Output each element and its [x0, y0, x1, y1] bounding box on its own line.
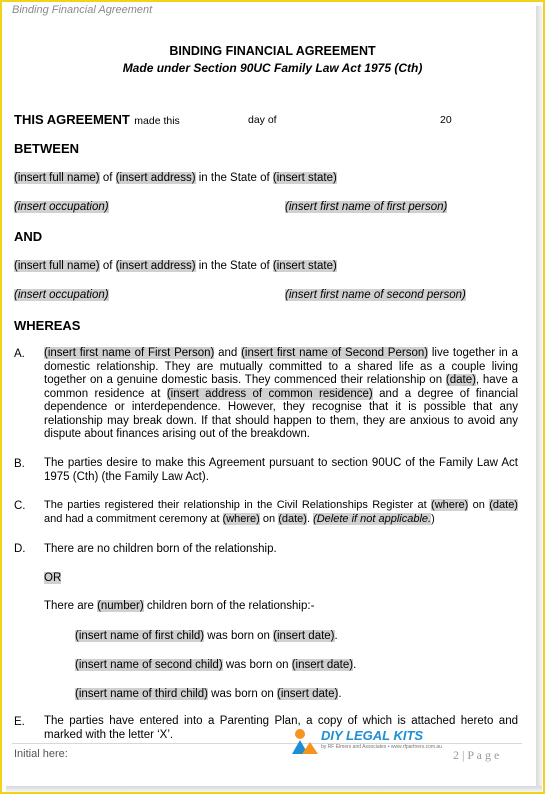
recital-a-text-3: , have a common residence at — [44, 374, 518, 400]
party1-details-line — [14, 172, 337, 184]
recital-d-text-1: There are — [44, 600, 98, 612]
party2-first-name-placeholder: (insert first name of second person) — [285, 289, 466, 301]
recital-c-text-1: The parties registered their relationship in the Civil Relationships Register at — [44, 499, 432, 511]
party1-state-placeholder: (insert state) — [272, 172, 337, 184]
agreement-heading: THIS AGREEMENT — [14, 112, 130, 127]
document-subtitle: Made under Section 90UC Family Law Act 1975 (Cth) — [122, 61, 423, 75]
recital-d-text-2: children born of the relationship:- — [143, 600, 315, 612]
party1-occupation-placeholder: (insert occupation) — [14, 201, 109, 213]
recital-c-letter: C. — [14, 500, 26, 512]
party1-address-placeholder: (insert address) — [115, 172, 196, 184]
recital-a-text-2: live together in a domestic relationship. They are mutually committed to a shared life as a couple living together on a genuine domestic basis. They commenced their relationship on — [44, 347, 518, 386]
page-label: | P a g e — [462, 748, 500, 762]
recital-c-where-placeholder-2: (where) — [222, 512, 260, 525]
recital-a-text-1: and — [214, 347, 242, 359]
child-2-name-placeholder: (insert name of second child) — [75, 659, 223, 671]
recital-c-text-4: on — [259, 512, 279, 525]
party2-address-placeholder: (insert address) — [115, 260, 196, 272]
party2-of: of — [102, 260, 113, 272]
recital-a-text-4: and a degree of financial dependence or interdependence. However, they recognise that it is possible that any relationship may break down. If that should happen to them, they are anxious to avoid any dispute about finances arising out of the breakdown. — [44, 387, 518, 440]
footer-divider — [12, 743, 522, 744]
recital-b-letter: B. — [14, 458, 25, 470]
recital-c-text — [44, 499, 518, 526]
recital-c-text-2: on — [468, 499, 490, 511]
recital-c-where-placeholder-1: (where) — [431, 499, 469, 511]
child-1-name-placeholder: (insert name of first child) — [75, 630, 205, 642]
agreement-line — [14, 111, 180, 129]
recital-a-letter: A. — [14, 348, 25, 360]
party1-occupation-line — [14, 201, 109, 213]
party1-of: of — [102, 172, 113, 184]
recital-a-first-person-placeholder: (insert first name of First Person) — [44, 347, 215, 359]
diy-legal-kits-logo-icon — [288, 726, 322, 756]
and-heading: AND — [14, 229, 43, 244]
day-of-label: day of — [248, 114, 277, 126]
party2-state-text: in the State of — [198, 260, 270, 272]
logo-tagline: by RF Elmers and Associates • www.rfpartners.com.au — [321, 744, 442, 750]
recital-d-no-children: There are no children born of the relationship. — [44, 543, 277, 555]
recital-d-or — [44, 572, 61, 584]
recital-a-residence-placeholder: (insert address of common residence) — [166, 387, 373, 400]
party1-state-text: in the State of — [198, 172, 270, 184]
child-2-end: . — [353, 659, 357, 671]
child-3-end: . — [338, 688, 342, 700]
document-title: BINDING FINANCIAL AGREEMENT — [169, 44, 376, 58]
party2-occupation-line — [14, 289, 109, 301]
recital-c-date-placeholder-1: (date) — [489, 499, 518, 511]
recital-b-text: The parties desire to make this Agreement pursuant to section 90UC of the Family Law Act 1975 (Cth) (the Family Law Act). — [44, 457, 518, 483]
child-2-born-text: was born on — [222, 659, 292, 671]
recital-a-second-person-placeholder: (insert first name of Second Person) — [241, 347, 429, 359]
recital-c-text-5: . — [306, 512, 314, 525]
running-header: Binding Financial Agreement — [12, 4, 153, 16]
child-3-born-text: was born on — [207, 688, 277, 700]
recital-a-date-placeholder: (date) — [445, 374, 476, 386]
child-line-2 — [75, 659, 356, 671]
child-line-1 — [75, 630, 338, 642]
made-this-label: made this — [134, 115, 180, 127]
child-1-end: . — [334, 630, 338, 642]
recital-d-children-line — [44, 600, 314, 612]
recital-a-text — [44, 347, 518, 442]
party1-full-name-placeholder: (insert full name) — [14, 172, 100, 184]
party1-first-name-line — [285, 201, 447, 213]
logo-name: DIY LEGAL KITS — [321, 728, 424, 743]
party1-first-name-placeholder: (insert first name of first person) — [285, 201, 448, 213]
party2-details-line — [14, 260, 337, 272]
recital-c-delete-note: (Delete if not applicable. — [313, 512, 432, 525]
recital-e-text: The parties have entered into a Parenting Plan, a copy of which is attached hereto and marked with the letter ‘X’. — [44, 715, 518, 741]
between-heading: BETWEEN — [14, 141, 79, 156]
recital-c-date-placeholder-2: (date) — [278, 512, 307, 525]
year-prefix: 20 — [440, 114, 452, 126]
party2-first-name-line — [285, 289, 466, 301]
recital-e-letter: E. — [14, 716, 25, 728]
child-1-born-text: was born on — [204, 630, 274, 642]
child-line-3 — [75, 688, 342, 700]
recital-d-or-label: OR — [44, 572, 62, 584]
page-number-value: 2 — [453, 748, 459, 762]
party2-state-placeholder: (insert state) — [272, 260, 337, 272]
recital-c-text-3: and had a commitment ceremony at — [44, 512, 223, 525]
party2-occupation-placeholder: (insert occupation) — [14, 289, 109, 301]
recital-c-text-6: ) — [431, 512, 435, 525]
whereas-heading: WHEREAS — [14, 318, 81, 333]
child-1-date-placeholder: (insert date) — [273, 630, 335, 642]
page-number — [453, 748, 499, 763]
recital-d-letter: D. — [14, 543, 26, 555]
child-3-name-placeholder: (insert name of third child) — [75, 688, 208, 700]
initial-here-label: Initial here: — [14, 748, 68, 760]
party2-full-name-placeholder: (insert full name) — [14, 260, 100, 272]
recital-d-number-placeholder: (number) — [97, 600, 144, 612]
child-3-date-placeholder: (insert date) — [277, 688, 339, 700]
child-2-date-placeholder: (insert date) — [291, 659, 354, 671]
